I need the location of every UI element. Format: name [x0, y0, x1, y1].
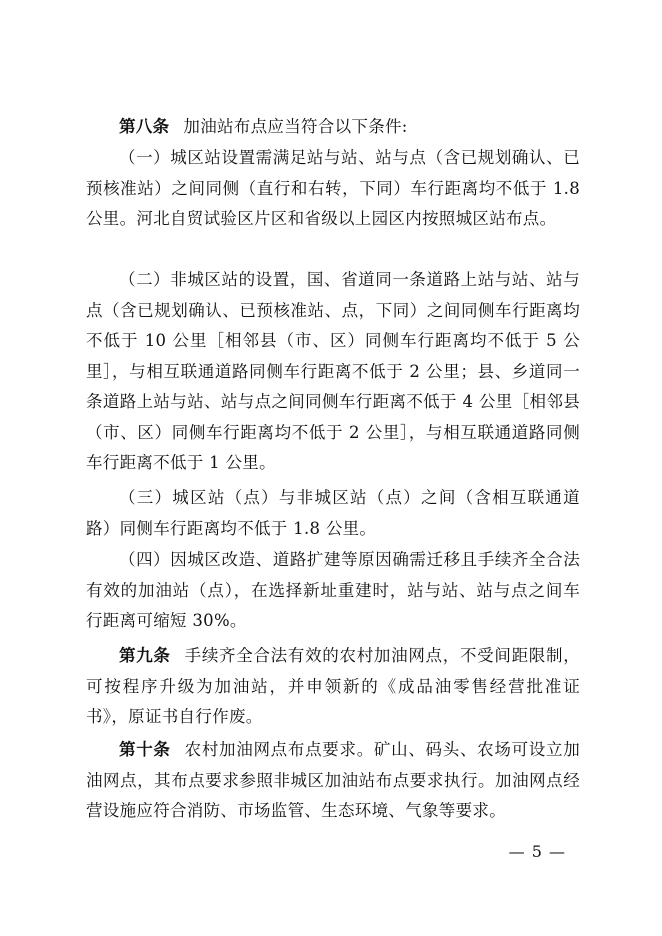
article-10-text: 农村加油网点布点要求。矿山、码头、农场可设立加油网点，其布点要求参照非城区加油站布点要求执行。加油网点经营设施应符合消防、市场监管、生态环境、气象等要求。 [86, 740, 580, 820]
article-8-item-3: （三）城区站（点）与非城区站（点）之间（含相互联通道路）同侧车行距离均不低于 1.8 公里。 [86, 488, 580, 538]
article-9-title: 第九条 [119, 646, 171, 665]
article-8-title: 第八条 [119, 117, 170, 136]
article-10-title: 第十条 [119, 740, 171, 759]
article-9-text: 手续齐全合法有效的农村加油网点，不受间距限制，可按程序升级为加油站，并申领新的《成品油零售经营批准证书》，原证书自行作废。 [86, 646, 580, 726]
article-8-item-1: （一）城区站设置需满足站与站、站与点（含已规划确认、已预核准站）之间同侧（直行和右转，下同）车行距离均不低于 1.8 公里。河北自贸试验区片区和省级以上园区内按照城区站布点。 [86, 148, 580, 228]
article-8-item-4: （四）因城区改造、道路扩建等原因确需迁移且手续齐全合法有效的加油站（点），在选择新址重建时，站与站、站与点之间车行距离可缩短 30%。 [86, 550, 580, 630]
article-10 [86, 735, 580, 827]
article-8-intro [86, 112, 580, 143]
page-number: — 5 — [508, 842, 566, 861]
article-8-item-2: （二）非城区站的设置，国、省道同一条道路上站与站、站与点（含已规划确认、已预核准站、点，下同）之间同侧车行距离均不低于 10 公里［相邻县（市、区）同侧车行距离均不低于 5 公里］，与相互联通道路同侧车行距离不低于 2 公里；县、乡道同一条道路上站与站、站与点之间同侧车行距离不低于 4 公里［相邻县（市、区）同侧车行距离均不低于 2 公里］，与相互联通道路同侧车行距离不低于 1 公里。 [86, 270, 580, 472]
article-8-intro-text: 加油站布点应当符合以下条件: [183, 117, 408, 136]
article-9 [86, 641, 580, 733]
